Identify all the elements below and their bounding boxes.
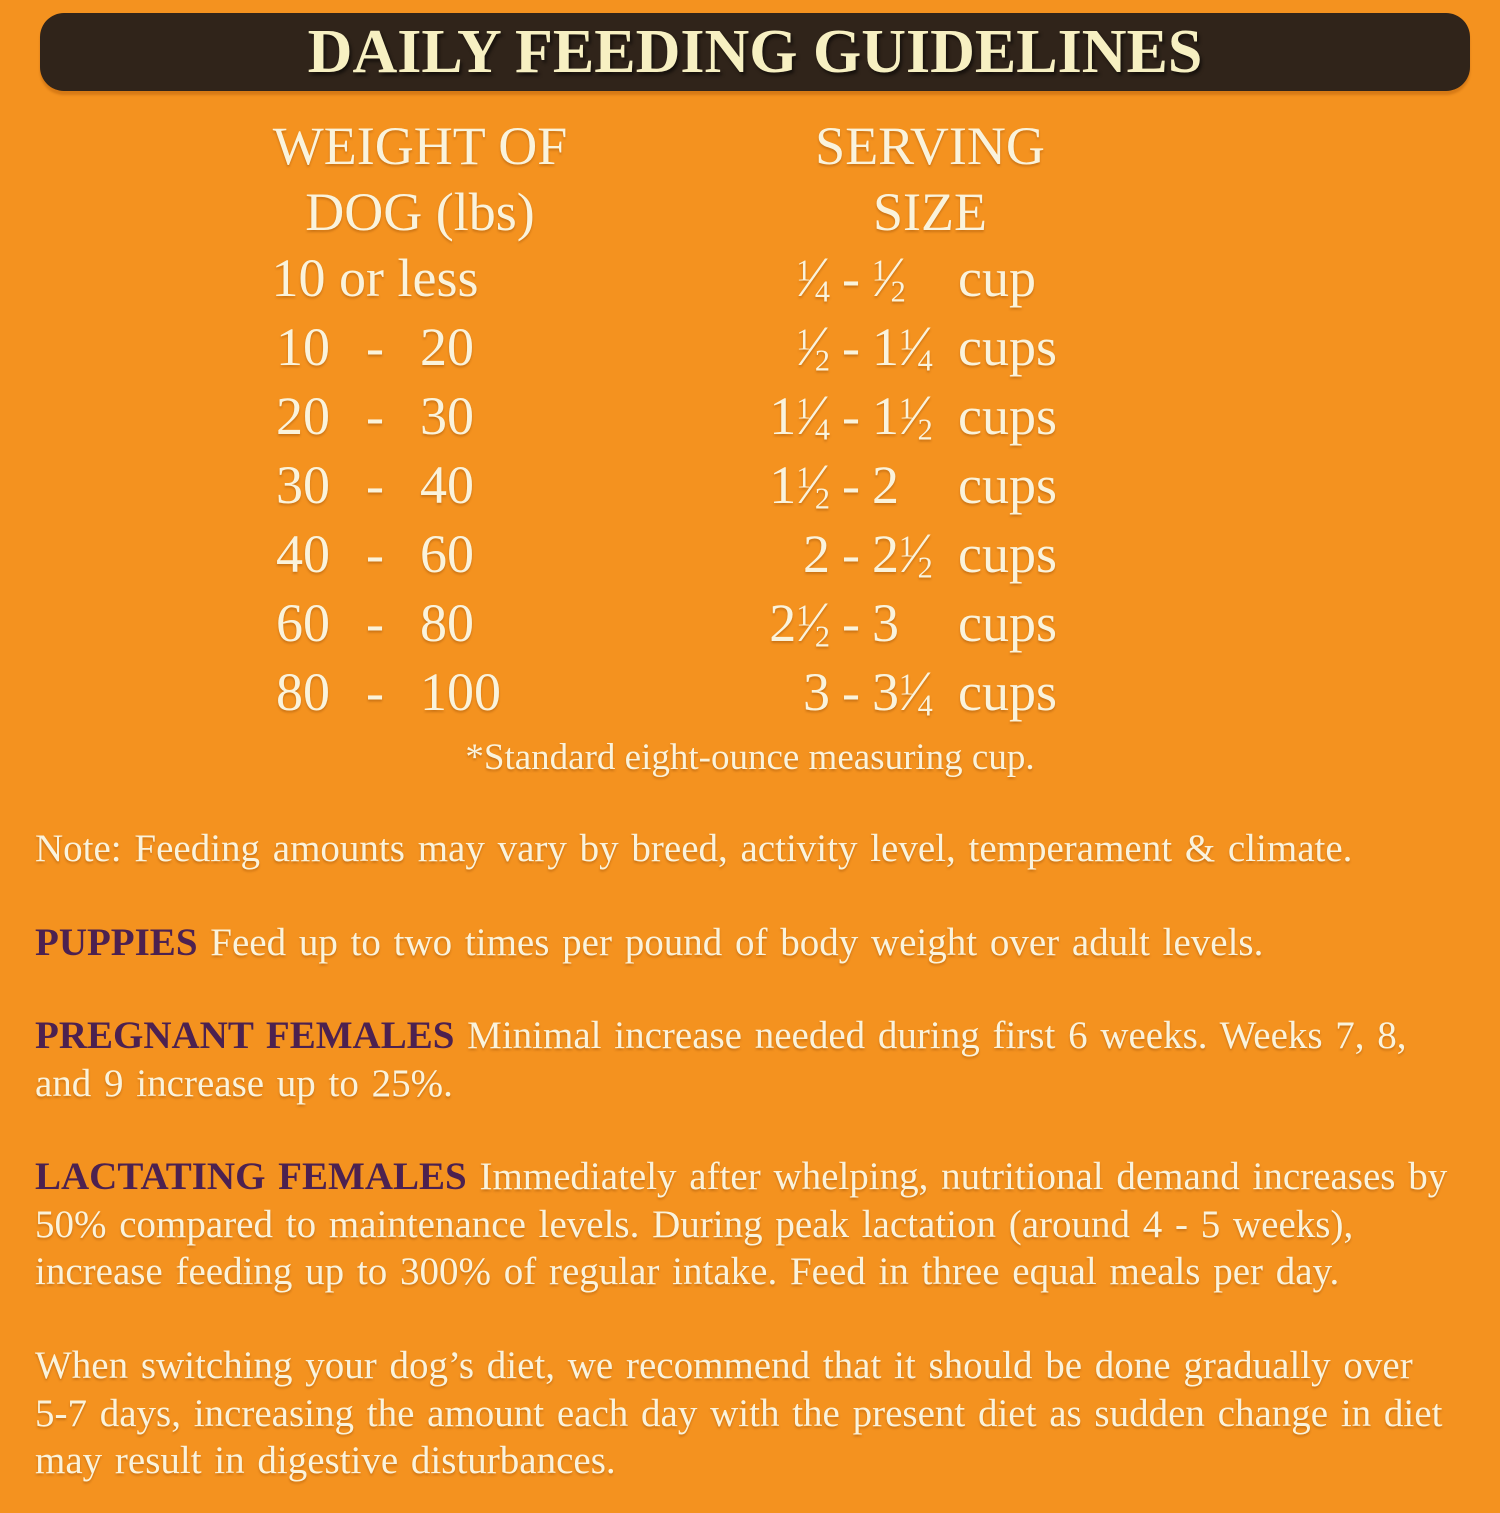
serving-cell [700,521,1057,586]
serving-from-amount: 3 [803,662,830,722]
measuring-cup-footnote: *Standard eight-ounce measuring cup. [465,737,1035,778]
weight-column-header-line2: DOG (lbs) [305,182,535,242]
weight-cell: 10 - 20 [276,317,474,377]
note-label: LACTATING FEMALES [35,1155,480,1199]
table-row [0,452,1500,521]
serving-to-amount: $^1$⁄2 [872,246,906,309]
note-paragraph [35,1342,1455,1485]
serving-from-amount: $^1$⁄4 [796,246,830,309]
serving-unit: cups [958,455,1057,515]
weight-cell: 80 - 100 [276,662,501,722]
serving-to-amount: $3^1⁄4$ [872,660,933,723]
feeding-guidelines-label [0,13,1500,1485]
serving-to-amount: 3 [872,593,899,653]
note-text: Note: Feeding amounts may vary by breed, activity level, temperament & climate. [35,827,1353,870]
note-paragraph [35,825,1455,873]
serving-range-dash: - [842,386,860,446]
serving-to-amount: $1^1⁄4$ [872,315,933,378]
serving-to-amount: $1^1⁄2$ [872,384,933,447]
page-title: DAILY FEEDING GUIDELINES [307,17,1203,86]
table-row [0,521,1500,590]
weight-cell: 30 - 40 [276,455,474,515]
serving-from-amount: $1^1⁄4$ [769,384,830,447]
table-header-row-1 [0,113,1500,179]
serving-unit: cups [958,317,1057,377]
note-paragraph [35,1012,1455,1107]
table-row [0,383,1500,452]
serving-range-dash: - [842,593,860,653]
serving-unit: cups [958,386,1057,446]
note-label: PUPPIES [35,920,211,964]
serving-to-amount: $2^1⁄2$ [872,522,933,585]
serving-from-amount: $^1$⁄2 [796,315,830,378]
serving-unit: cups [958,593,1057,653]
serving-range-dash: - [842,317,860,377]
note-text: Minimal increase needed during first 6 weeks. Weeks 7, 8, and 9 increase up to 25%. [35,1014,1407,1105]
serving-cell [700,314,1057,379]
serving-unit: cups [958,524,1057,584]
table-header-row-2 [0,179,1500,245]
serving-to-amount: 2 [872,455,899,515]
note-text: Feed up to two times per pound of body weight over adult levels. [210,920,1264,964]
weight-cell: 10 or less [271,248,479,308]
weight-cell: 60 - 80 [276,593,474,653]
serving-cell [700,452,1057,517]
serving-cell [700,383,1057,448]
serving-range-dash: - [842,455,860,515]
weight-column-header-line1: WEIGHT OF [272,116,568,176]
table-body [0,245,1500,728]
serving-range-dash: - [842,662,860,722]
table-row [0,314,1500,383]
table-row [0,659,1500,728]
note-text: When switching your dog’s diet, we recommend that it should be done gradually over 5-7 days, increasing the amount each day with the present diet as sudden change in diet may result in digestive disturbances. [35,1344,1443,1483]
serving-column-header-line2: SIZE [873,182,987,242]
serving-from-amount: $1^1⁄2$ [769,453,830,516]
weight-cell: 20 - 30 [276,386,474,446]
serving-range-dash: - [842,524,860,584]
title-bar [40,13,1470,91]
serving-from-amount: 2 [803,524,830,584]
weight-cell: 40 - 60 [276,524,474,584]
note-paragraph [35,919,1455,967]
serving-range-dash: - [842,248,860,308]
table-row [0,590,1500,659]
serving-from-amount: $2^1⁄2$ [769,591,830,654]
feeding-table [0,113,1500,779]
feeding-notes [35,825,1455,1485]
serving-unit: cups [958,662,1057,722]
note-paragraph [35,1153,1455,1296]
serving-column-header-line1: SERVING [815,116,1045,176]
note-text: Immediately after whelping, nutritional demand increases by 50% compared to maintenance levels. During peak lactation (around 4 - 5 weeks), increase feeding up to 300% of regular intake. Feed in three equal meals per day. [35,1155,1448,1294]
serving-cell [700,659,1057,724]
serving-unit: cup [958,248,1036,308]
note-label: PREGNANT FEMALES [35,1014,468,1058]
serving-cell [700,245,1036,310]
table-row [0,245,1500,314]
serving-cell [700,590,1057,655]
